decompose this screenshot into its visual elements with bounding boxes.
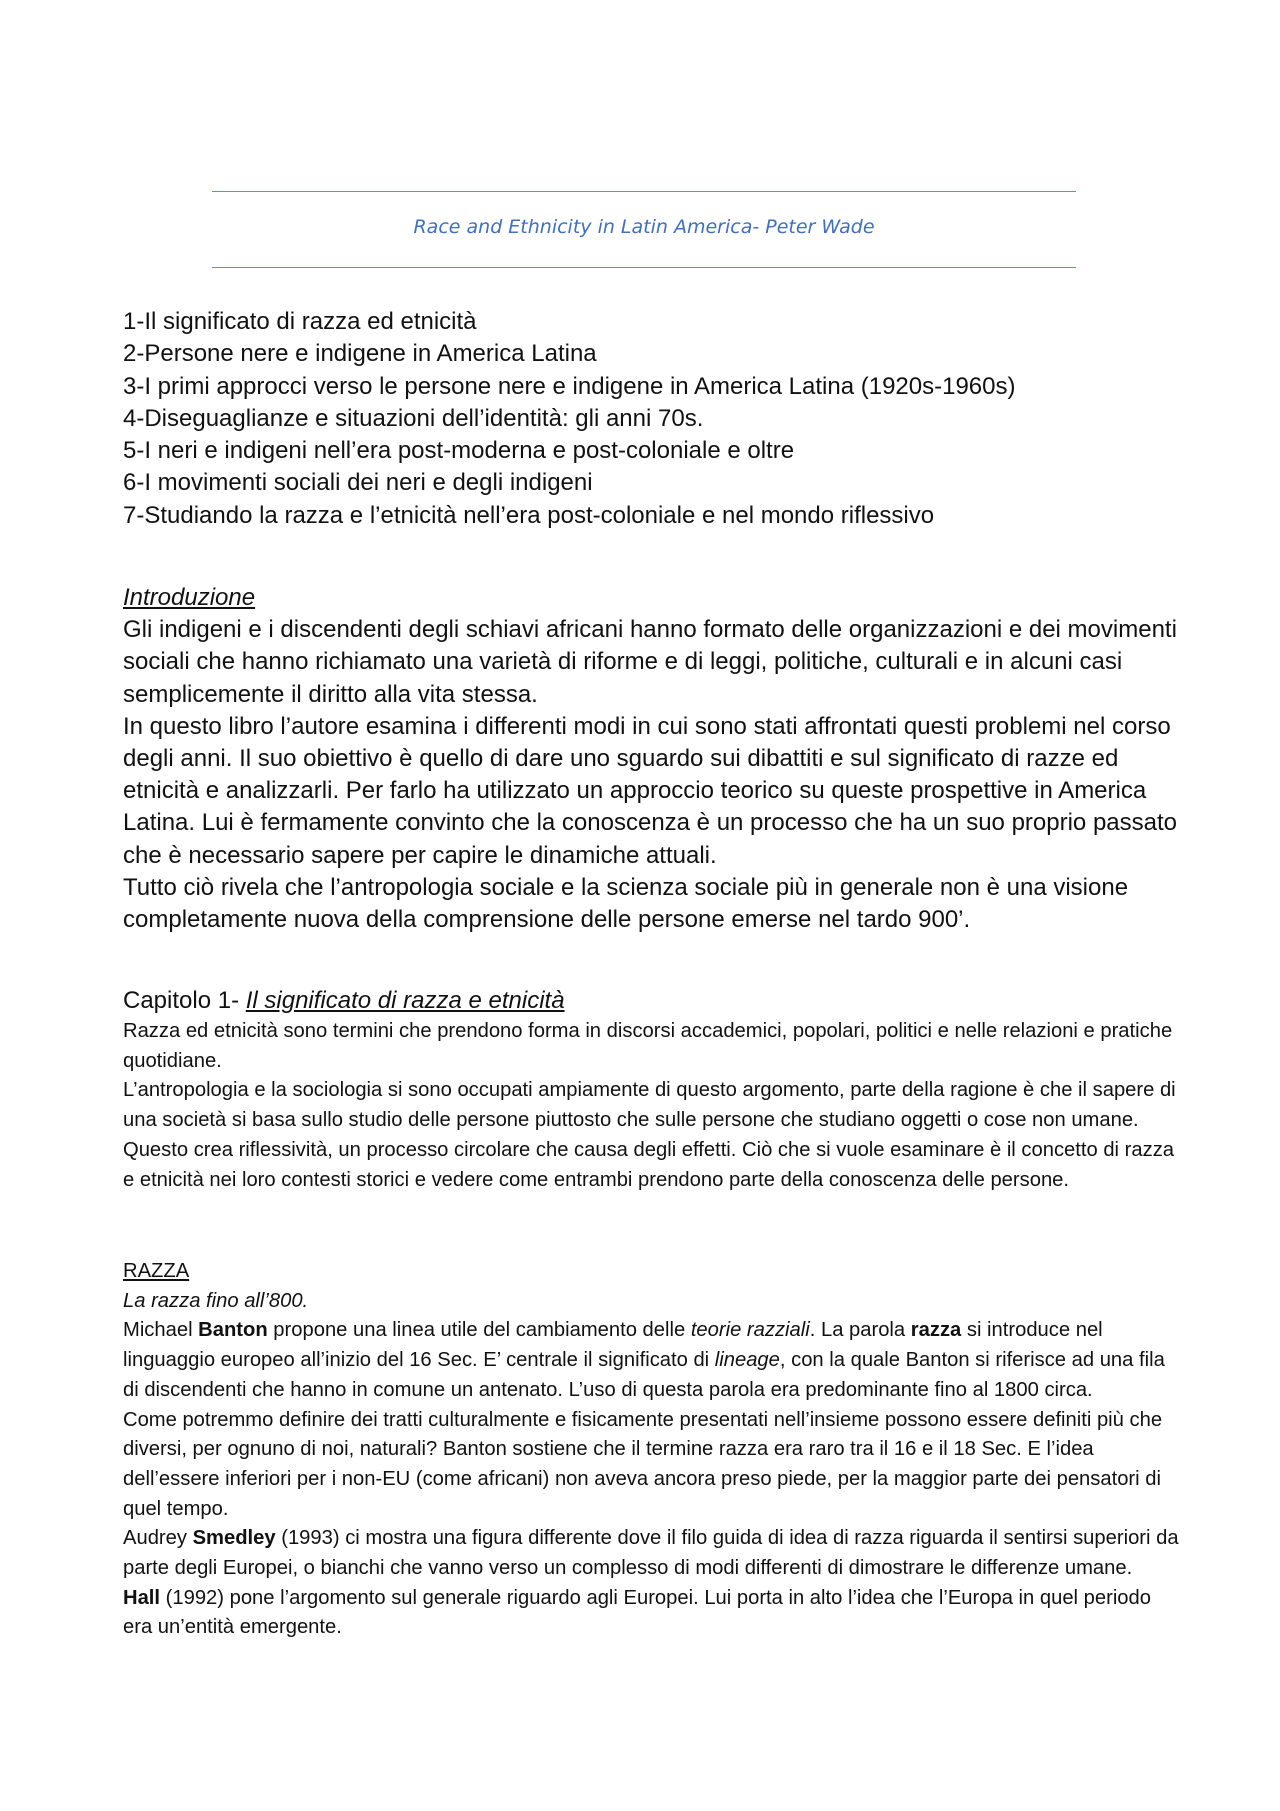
chapter-paragraph: Razza ed etnicità sono termini che prendono forma in discorsi accademici, popolari, politici e nelle relazioni e pratiche quotidiane. (123, 1020, 1173, 1072)
razza-subheading: La razza fino all’800. (123, 1289, 309, 1312)
chapter-1-body (123, 1017, 1183, 1195)
introduction-paragraph: Tutto ciò rivela che l’antropologia sociale e la scienza sociale più in generale non è una visione completamente nuova della comprensione delle persone emerse nel tardo 900’. (123, 873, 1129, 934)
header-top-rule (212, 191, 1076, 192)
razza-heading: RAZZA (123, 1260, 190, 1282)
emphasis: teorie razziali (690, 1319, 810, 1342)
razza-paragraph: Michael Banton propone una linea utile del cambiamento delle teorie razziali. La parola razza si introduce nel linguaggio europeo all’inizio del 16 Sec. E’ centrale il significato di lineage, con la quale Banton si riferisce ad una fila di discendenti che hanno in comune un antenato. L’uso di questa parola era predominante fino al 1800 circa. (123, 1319, 1165, 1401)
chapter-prefix: Capitolo 1- (123, 987, 246, 1014)
emphasis: lineage (714, 1349, 780, 1372)
introduction-paragraph: In questo libro l’autore esamina i differenti modi in cui sono stati affrontati questi problemi nel corso degli anni. Il suo obiettivo è quello di dare uno sguardo sui dibattiti e sul significato di razze ed etnicità e analizzarli. Per farlo ha utilizzato un approccio teorico su queste prospettive in America Latina. Lui è fermamente convinto che la conoscenza è un processo che ha un suo proprio passato che è necessario sapere per capire le dinamiche attuali. (123, 712, 1177, 869)
chapter-1-heading (123, 986, 1183, 1016)
chapter-paragraph: L’antropologia e la sociologia si sono occupati ampiamente di questo argomento, parte della ragione è che il sapere di una società si basa sullo studio delle persone piuttosto che sulle persone che studiano oggetti o cose non umane. Questo crea riflessività, un processo circolare che causa degli effetti. Ciò che si vuole esaminare è il concetto di razza e etnicità nei loro contesti storici e vedere come entrambi prendono parte della conoscenza delle persone. (123, 1079, 1176, 1191)
razza-section (123, 1257, 1183, 1643)
toc-item: 1-Il significato di razza ed etnicità (123, 308, 477, 335)
toc-item: 3-I primi approcci verso le persone nere e indigene in America Latina (1920s-1960s) (123, 372, 1016, 400)
chapter-title: Il significato di razza e etnicità (245, 987, 565, 1014)
razza-paragraph: Come potremmo definire dei tratti culturalmente e fisicamente presentati nell’insieme possono essere definiti più che diversi, per ognuno di noi, naturali? Banton sostiene che il termine razza era raro tra il 16 e il 18 Sec. E l’idea dell’essere inferiori per i non-EU (come africani) non aveva ancora preso piede, per la maggior parte dei pensatori di quel tempo. (123, 1408, 1163, 1520)
author-name: Smedley (192, 1527, 276, 1550)
introduction-paragraph: Gli indigeni e i discendenti degli schiavi africani hanno formato delle organizzazioni e dei movimenti sociali che hanno richiamato una varietà di riforme e di leggi, politiche, culturali e in alcuni casi semplicemente il diritto alla vita stessa. (123, 616, 1177, 708)
razza-paragraph: Hall (1992) pone l’argomento sul generale riguardo agli Europei. Lui porta in alto l’idea che l’Europa in quel periodo era un’entità emergente. (123, 1586, 1151, 1639)
author-name: Banton (198, 1319, 268, 1342)
toc-item: 7-Studiando la razza e l’etnicità nell’era post-coloniale e nel mondo riflessivo (123, 501, 935, 529)
toc-item: 6-I movimenti sociali dei neri e degli indigeni (123, 469, 593, 497)
introduction-heading: Introduzione (123, 584, 256, 611)
emphasis: razza (910, 1319, 962, 1342)
toc-item: 4-Diseguaglianze e situazioni dell’identità: gli anni 70s. (123, 404, 704, 432)
introduction-section (123, 582, 1183, 936)
razza-paragraph: Audrey Smedley (1993) ci mostra una figura differente dove il filo guida di idea di razza riguarda il sentirsi superiori da parte degli Europei, o bianchi che vanno verso un complesso di modi differenti di dimostrare le differenze umane. (123, 1527, 1179, 1580)
table-of-contents (123, 306, 1183, 532)
toc-item: 2-Persone nere e indigene in America Latina (123, 340, 597, 368)
header-bottom-rule (212, 267, 1076, 268)
author-name: Hall (123, 1586, 161, 1609)
toc-item: 5-I neri e indigeni nell’era post-moderna e post-coloniale e oltre (123, 437, 795, 465)
document-header-title: Race and Ethnicity in Latin America- Peter Wade (413, 216, 875, 238)
